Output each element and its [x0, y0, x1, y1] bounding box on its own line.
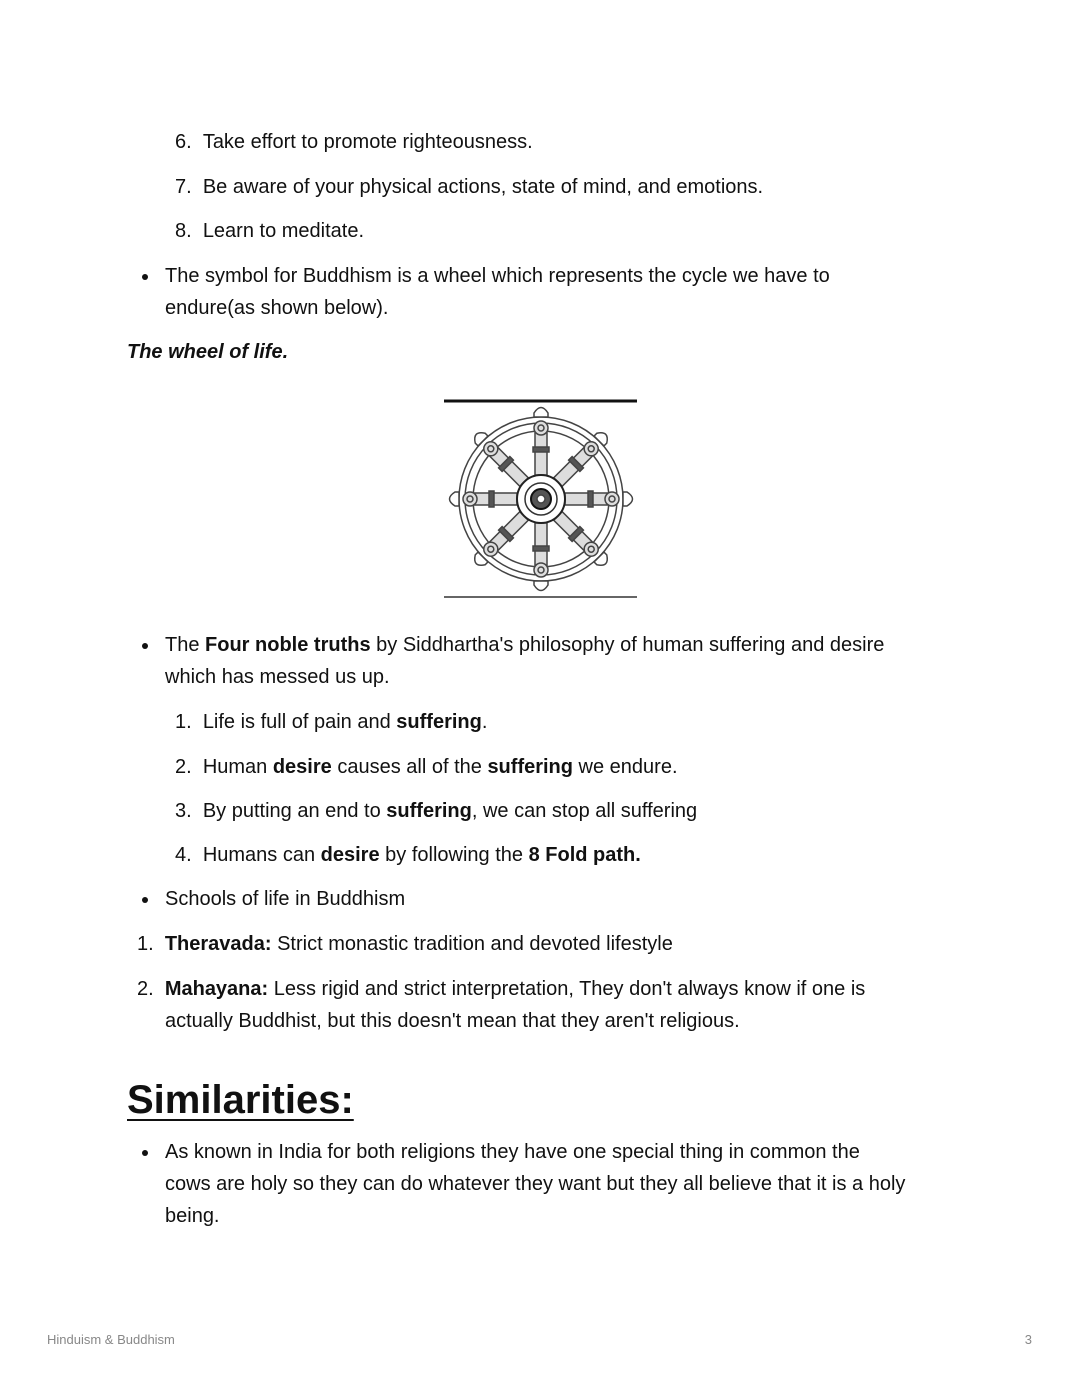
- truth-item-3: 3. By putting an end to suffering, we can stop all suffering: [175, 800, 698, 822]
- truth-item-1: 1. Life is full of pain and suffering.: [175, 711, 488, 733]
- dharma-wheel-icon: [444, 398, 638, 600]
- list-item-6: [175, 126, 533, 158]
- bullet-icon: [142, 897, 148, 903]
- truth-item-2: 2. Human desire causes all of the suffering we endure.: [175, 756, 678, 778]
- image-caption: The wheel of life.: [127, 341, 289, 363]
- list-number: 7.: [175, 176, 192, 198]
- truths-bullet-line2: which has messed us up.: [165, 666, 390, 688]
- school-item-2: 2. Mahayana: Less rigid and strict interpretation, They don't always know if one is: [137, 978, 866, 1000]
- section-heading-similarities: Similarities:: [127, 1078, 354, 1122]
- bullet-icon: [142, 274, 148, 280]
- truths-bullet-line1: The Four noble truths by Siddhartha's philosophy of human suffering and desire: [165, 634, 885, 656]
- school-item-2-line2: actually Buddhist, but this doesn't mean that they aren't religious.: [165, 1010, 740, 1032]
- bullet-icon: [142, 643, 148, 649]
- similarities-line1: As known in India for both religions they have one special thing in common the: [165, 1141, 860, 1163]
- symbol-bullet-line2: endure(as shown below).: [165, 297, 389, 319]
- school-item-1: 1. Theravada: Strict monastic tradition and devoted lifestyle: [137, 933, 673, 955]
- list-number: 8.: [175, 220, 192, 242]
- list-text: Take effort to promote righteousness.: [202, 131, 533, 153]
- similarities-line3: being.: [165, 1205, 220, 1227]
- list-item-7: [175, 171, 763, 203]
- footer-title: Hinduism & Buddhism: [47, 1332, 175, 1347]
- list-text: Be aware of your physical actions, state of mind, and emotions.: [202, 176, 764, 198]
- page-number: 3: [1024, 1332, 1032, 1347]
- schools-bullet: Schools of life in Buddhism: [165, 888, 406, 910]
- similarities-line2: cows are holy so they can do whatever they want but they all believe that it is a holy: [165, 1173, 906, 1195]
- list-item-8: [175, 215, 364, 247]
- truth-item-4: 4. Humans can desire by following the 8 Fold path.: [175, 844, 641, 866]
- symbol-bullet-line1: The symbol for Buddhism is a wheel which represents the cycle we have to: [165, 265, 830, 287]
- list-number: 6.: [175, 131, 192, 153]
- bullet-icon: [142, 1150, 148, 1156]
- list-text: Learn to meditate.: [202, 220, 365, 242]
